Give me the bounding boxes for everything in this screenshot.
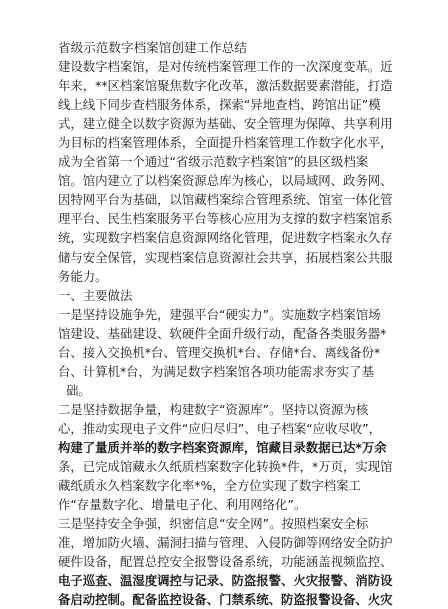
- text-line: 理平台、民生档案服务平台等核心应用为支撑的数字档案馆系: [58, 211, 393, 227]
- text-line: 藏纸质永久档案数字化率*%，全方位实现了数字档案工: [58, 478, 361, 494]
- text-line: 统，实现数字档案信息资源网络化管理，促进数字档案永久存: [58, 230, 393, 246]
- text-line: 二是坚持数据争量，构建数字“资源库”。坚持以资源为核: [58, 401, 369, 417]
- text-line: 备启动控制。配备监控设备、门禁系统、防盗报警设备、火灾: [58, 592, 393, 608]
- text-line: 年来，**区档案馆聚焦数字化改革，激活数据要素潜能，打造: [58, 78, 393, 94]
- text-line: 一是坚持设施争先，建强平台“硬实力”。实施数字档案馆场: [58, 306, 381, 322]
- text-line: 馆。馆内建立了以档案资源总库为核心，以局域网、政务网、: [58, 173, 393, 189]
- text-line: 台、计算机*台，为满足数字档案馆各项功能需求夯实了基: [58, 363, 374, 379]
- text-line: 三是坚持安全争强，织密信息“安全网”。按照档案安全标: [58, 516, 369, 532]
- text-line: 电子巡查、温湿度调控与记录、防盗报警、火灾报警、消防设: [58, 573, 393, 589]
- text-line: 心，推动实现电子文件“应归尽归”、电子档案“应收尽收”，: [58, 420, 382, 436]
- text-line: 准，增加防火墙、漏洞扫描与管理、入侵防御等网络安全防护: [58, 535, 393, 551]
- text-line: 为目标的档案管理体系，全面提升档案管理工作数字化水平，: [58, 135, 393, 151]
- text-line: 一、主要做法: [58, 287, 133, 303]
- document-title: 省级示范数字档案馆创建工作总结: [58, 40, 247, 55]
- text-line: 构建了量质并举的数字档案资源库，馆藏目录数据已达*万余: [58, 439, 387, 455]
- text-line: 储与安全保管，实现档案信息资源社会共享，拓展档案公共服: [58, 249, 393, 265]
- document-body: [58, 38, 410, 609]
- text-line: 台、接入交换机*台、管理交换机*台、存储*台、离线备份*: [58, 344, 381, 360]
- text-line: 硬件设备，配置总控安全报警设备系统，功能涵盖视频监控、: [58, 554, 393, 570]
- text-line: 务能力。: [58, 268, 108, 284]
- text-line: 作“存量数字化、增量电子化、利用网络化”。: [58, 497, 307, 513]
- text-line: 馆建设、基础建设、软硬件全面升级行动，配备各类服务器*: [58, 325, 387, 341]
- text-line: 建设数字档案馆，是对传统档案管理工作的一次深度变革。近: [58, 59, 393, 75]
- document-paragraphs: [58, 57, 410, 609]
- text-line: 础。: [66, 382, 91, 398]
- text-line: 因特网平台为基础，以馆藏档案综合管理系统、馆室一体化管: [58, 192, 393, 208]
- text-line: 式，建立健全以数字资源为基础、安全管理为保障、共享利用: [58, 116, 393, 132]
- text-line: 条，已完成馆藏永久纸质档案数字化转换*件，*万页，实现馆: [58, 459, 393, 475]
- text-line: 成为全省第一个通过“省级示范数字档案馆”的县区级档案: [58, 154, 369, 170]
- text-line: 线上线下同步查档服务体系，探索“异地查档、跨馆出证”模: [58, 97, 381, 113]
